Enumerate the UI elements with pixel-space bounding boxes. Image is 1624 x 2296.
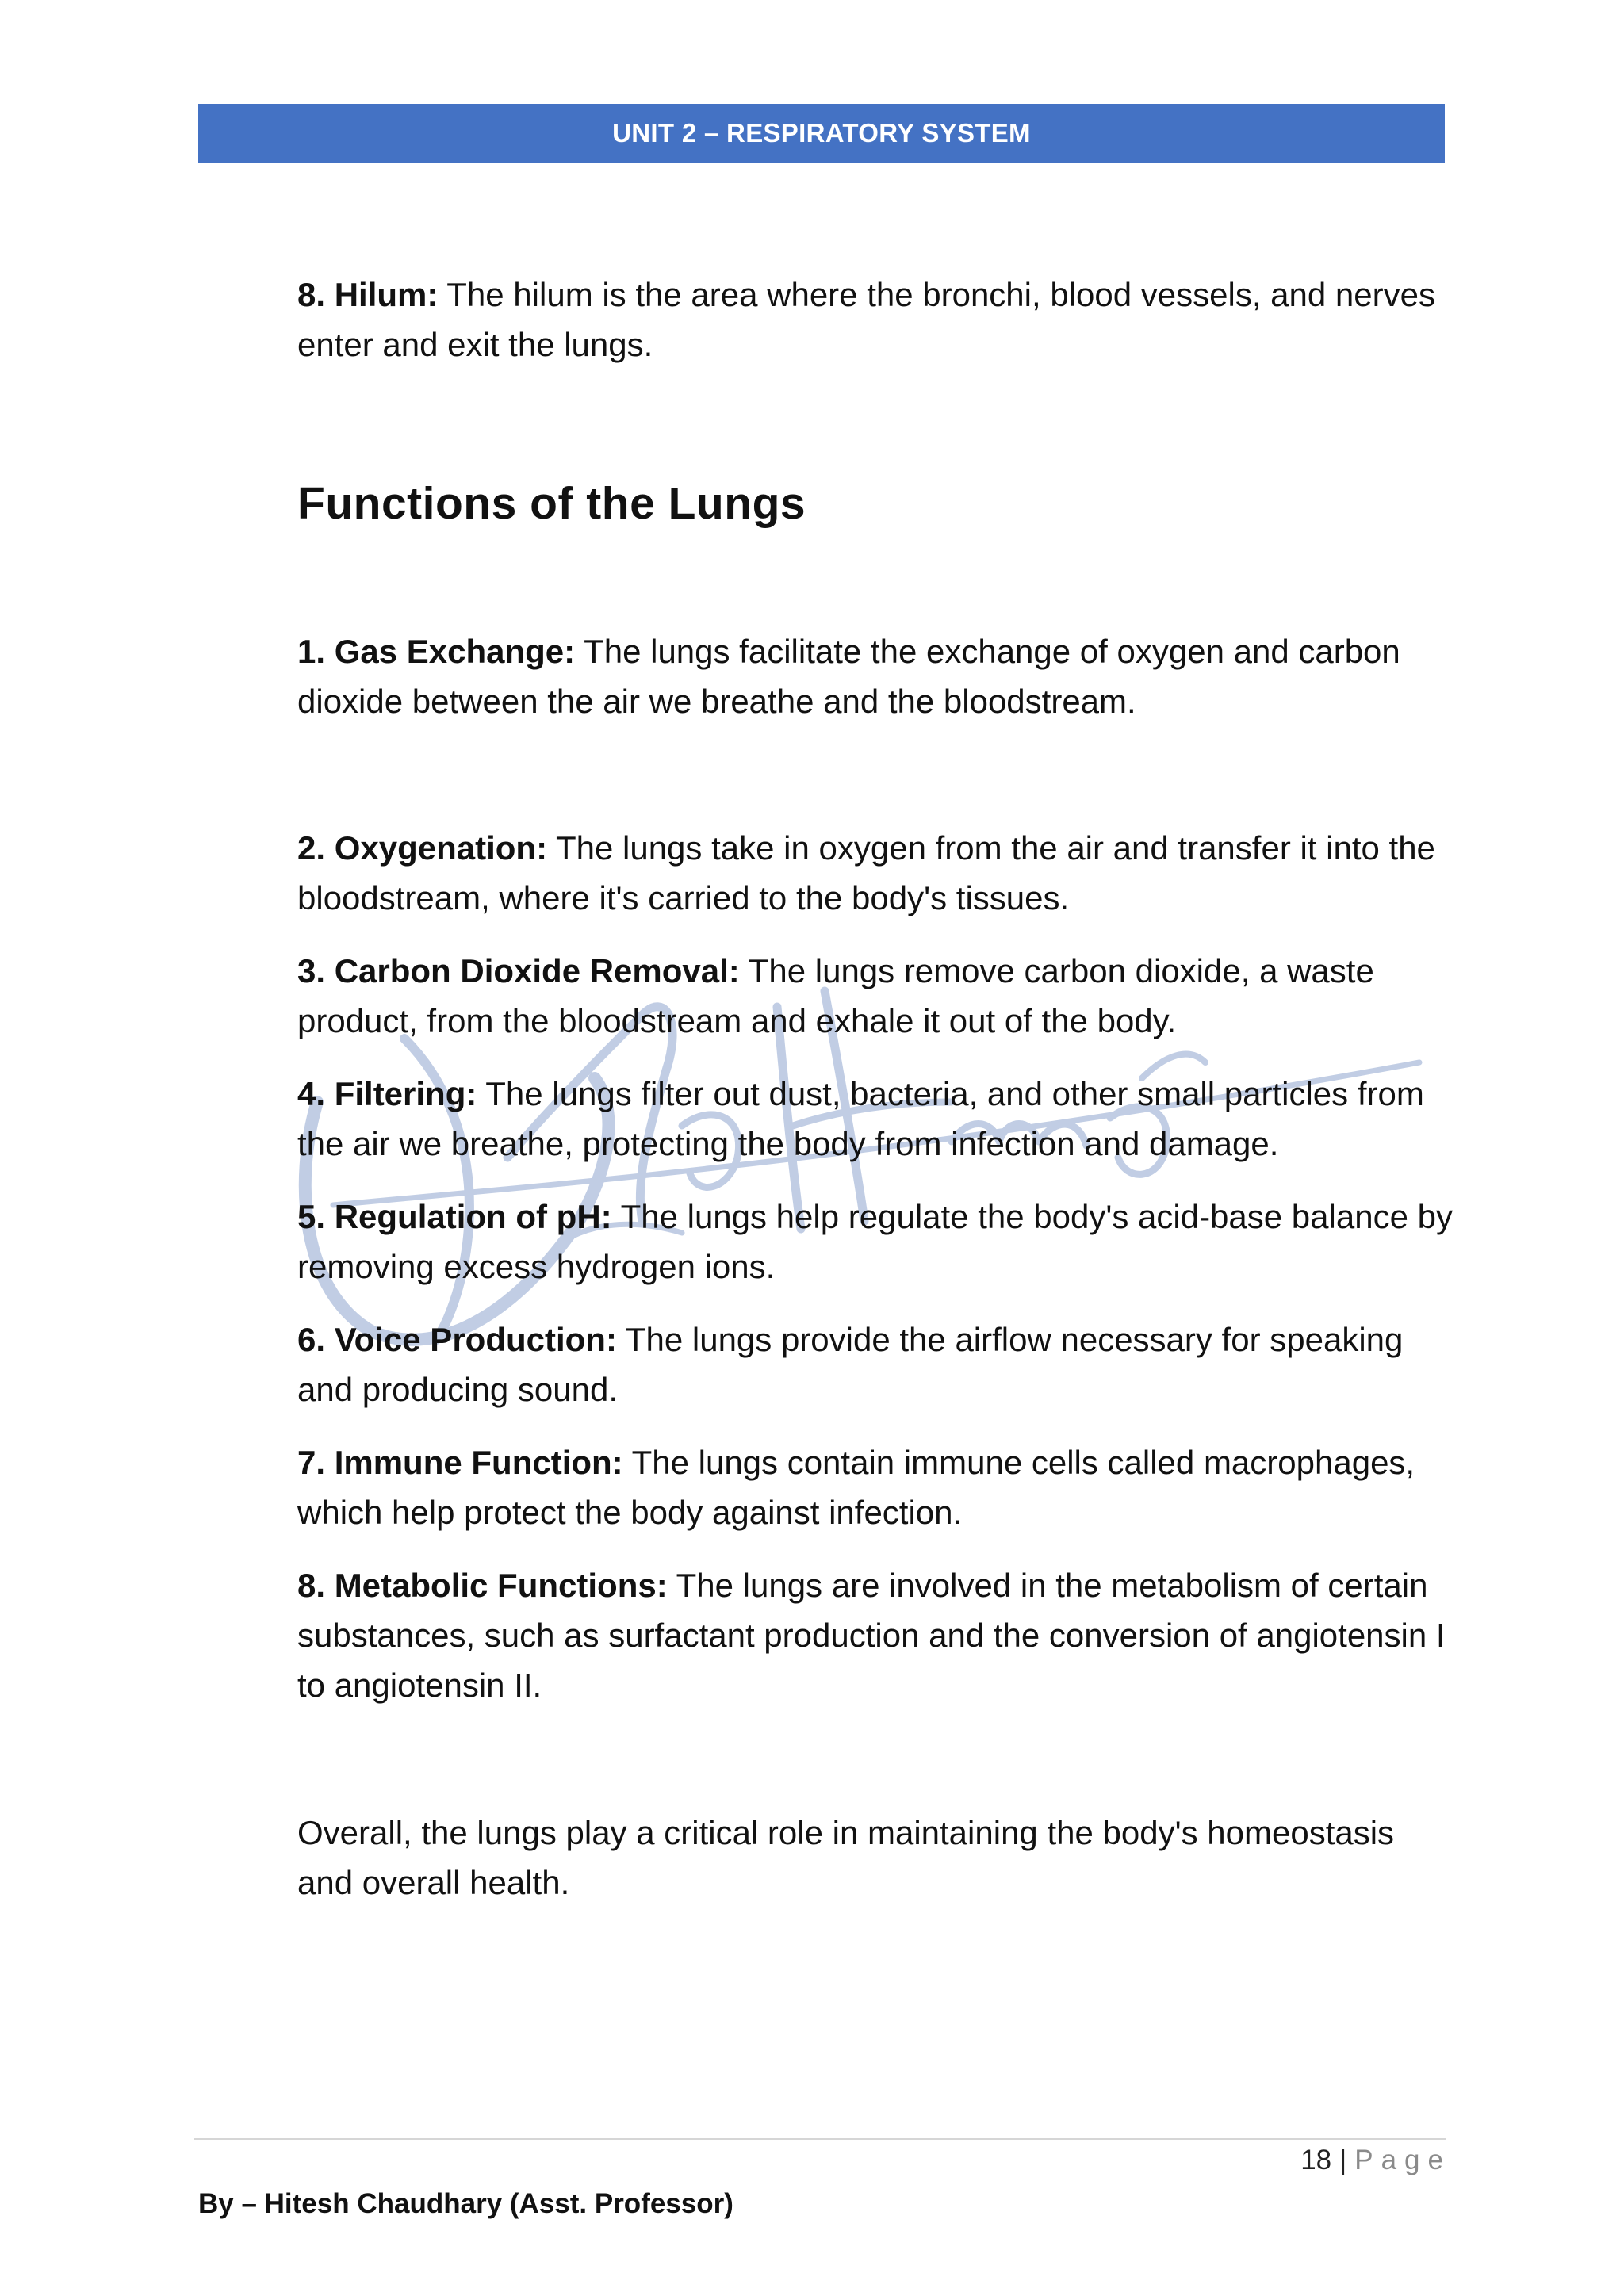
- function-label: 1. Gas Exchange:: [297, 633, 576, 670]
- function-text: The lungs facilitate the exchange of oxygen and carbon dioxide between the air we breathe and the bloodstream.: [297, 633, 1400, 720]
- function-label: 3. Carbon Dioxide Removal:: [297, 952, 740, 989]
- header-bar: [198, 104, 1445, 163]
- author-credit: By – Hitesh Chaudhary (Asst. Professor): [198, 2188, 733, 2219]
- page-number-separator: |: [1339, 2145, 1347, 2175]
- function-label: 2. Oxygenation:: [297, 829, 548, 867]
- function-text: The lungs remove carbon dioxide, a waste product, from the bloodstream and exhale it out of the body.: [297, 952, 1374, 1039]
- footer-divider: [194, 2138, 1446, 2140]
- header-title: UNIT 2 – RESPIRATORY SYSTEM: [612, 118, 1031, 147]
- function-item: [297, 1314, 1455, 1414]
- section-heading: Functions of the Lungs: [297, 478, 806, 529]
- function-item: [297, 1560, 1455, 1710]
- function-text: The lungs provide the airflow necessary for speaking and producing sound.: [297, 1321, 1404, 1408]
- function-text: The lungs filter out dust, bacteria, and other small particles from the air we breathe, protecting the body from infection and damage.: [297, 1075, 1424, 1162]
- function-text: The lungs help regulate the body's acid-base balance by removing excess hydrogen ions.: [297, 1198, 1453, 1285]
- hilum-label: 8. Hilum:: [297, 276, 439, 313]
- function-item: [297, 1069, 1455, 1169]
- function-text: The lungs contain immune cells called macrophages, which help protect the body against infection.: [297, 1444, 1415, 1531]
- page-number: [1300, 2145, 1451, 2176]
- hilum-text: The hilum is the area where the bronchi, blood vessels, and nerves enter and exit the lungs.: [297, 276, 1435, 363]
- function-item: [297, 823, 1455, 923]
- function-text: The lungs take in oxygen from the air and transfer it into the bloodstream, where it's carried to the body's tissues.: [297, 829, 1435, 916]
- function-label: 4. Filtering:: [297, 1075, 477, 1112]
- function-item: [297, 626, 1455, 726]
- function-label: 5. Regulation of pH:: [297, 1198, 612, 1235]
- function-label: 6. Voice Production:: [297, 1321, 617, 1358]
- function-label: 7. Immune Function:: [297, 1444, 623, 1481]
- summary-paragraph: Overall, the lungs play a critical role in maintaining the body's homeostasis and overall health.: [297, 1814, 1395, 1901]
- function-item: [297, 1437, 1455, 1537]
- function-item: [297, 1192, 1455, 1292]
- function-item: [297, 946, 1455, 1046]
- function-text: The lungs are involved in the metabolism of certain substances, such as surfactant production and the conversion of angiotensin I to angiotensin II.: [297, 1567, 1446, 1704]
- function-label: 8. Metabolic Functions:: [297, 1567, 668, 1604]
- page-number-value: 18: [1300, 2145, 1332, 2175]
- hilum-paragraph: [297, 270, 1455, 369]
- page-word: Page: [1354, 2145, 1451, 2175]
